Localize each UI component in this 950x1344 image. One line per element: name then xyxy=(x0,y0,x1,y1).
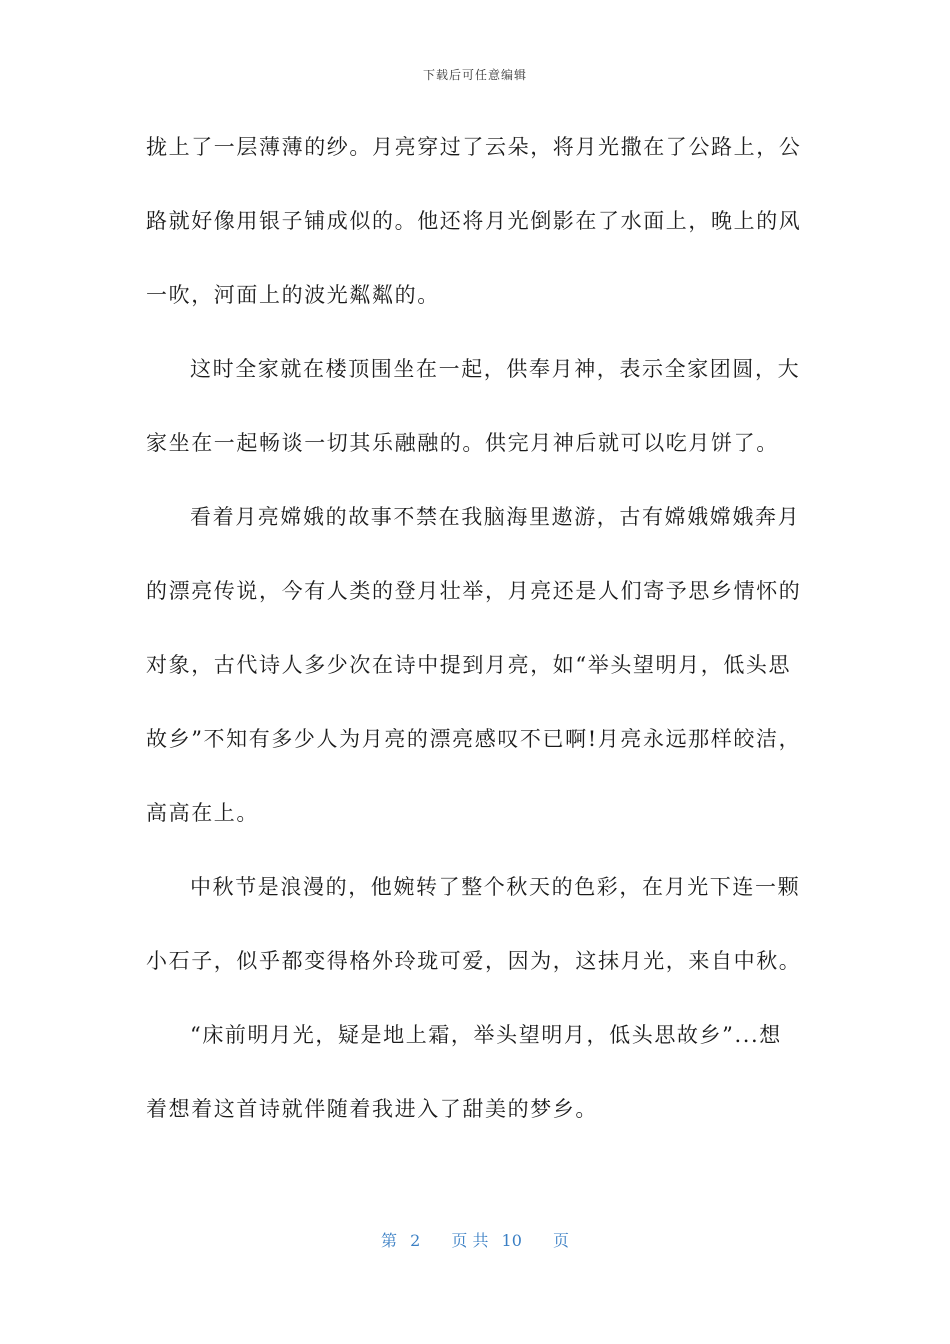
text-line: 故乡”不知有多少人为月亮的漂亮感叹不已啊!月亮永远那样皎洁， xyxy=(146,727,802,751)
text-line: 路就好像用银子铺成似的。他还将月光倒影在了水面上，晚上的风 xyxy=(146,209,802,233)
text-line: 小石子，似乎都变得格外玲珑可爱，因为，这抹月光，来自中秋。 xyxy=(146,949,802,973)
footer-page-number: 2 xyxy=(410,1231,421,1250)
text-line: 一吹，河面上的波光粼粼的。 xyxy=(146,283,440,307)
footer-middle: 页 共 xyxy=(451,1231,489,1250)
text-line: 对象，古代诗人多少次在诗中提到月亮，如“举头望明月，低头思 xyxy=(146,653,792,677)
paragraph-start-line: 看着月亮嫦娥的故事不禁在我脑海里遨游，古有嫦娥嫦娥奔月 xyxy=(190,505,801,529)
page-header: 下载后可任意编辑 xyxy=(422,68,527,82)
text-line: 的漂亮传说，今有人类的登月壮举，月亮还是人们寄予思乡情怀的 xyxy=(146,579,802,603)
footer-total-pages: 10 xyxy=(501,1231,522,1250)
footer-suffix: 页 xyxy=(553,1231,570,1250)
page-footer xyxy=(0,1228,950,1251)
paragraph-start-line: 这时全家就在楼顶围坐在一起，供奉月神，表示全家团圆，大 xyxy=(190,357,801,381)
text-line: 高高在上。 xyxy=(146,801,259,825)
paragraph-start-line: “床前明月光，疑是地上霜，举头望明月，低头思故乡”...想 xyxy=(190,1023,782,1047)
document-body xyxy=(146,110,802,1146)
text-line: 拢上了一层薄薄的纱。月亮穿过了云朵，将月光撒在了公路上，公 xyxy=(146,135,802,159)
footer-prefix: 第 xyxy=(380,1231,397,1250)
text-line: 家坐在一起畅谈一切其乐融融的。供完月神后就可以吃月饼了。 xyxy=(146,431,779,455)
paragraph-start-line: 中秋节是浪漫的，他婉转了整个秋天的色彩，在月光下连一颗 xyxy=(190,875,801,899)
text-line: 着想着这首诗就伴随着我进入了甜美的梦乡。 xyxy=(146,1097,598,1121)
